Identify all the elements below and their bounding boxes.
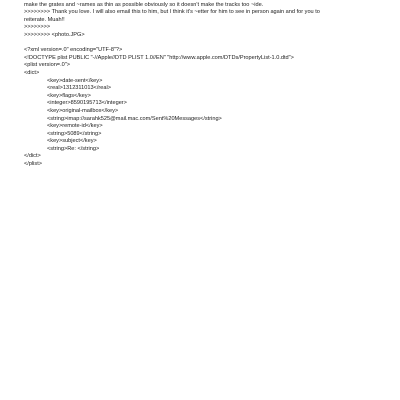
document-body bbox=[24, 0, 384, 169]
doctype-line: <!DOCTYPE plist PUBLIC "-//Apple//DTD PLIST 1.0//EN" "http://www.apple.com/DTDs/PropertyList-1.0.dtd"> bbox=[24, 54, 294, 61]
plist-entry: <integer>8590195713</integer> bbox=[47, 100, 127, 107]
spacer bbox=[24, 40, 384, 48]
quoted-line: >>>>>>>> Thank you love. I will also email this to him, but I think it's ~etter for him to see in person again and for you to bbox=[24, 9, 320, 16]
quoted-line: >>>>>>>> bbox=[24, 24, 51, 31]
plist-entry: <key>date-sent</key> bbox=[47, 77, 103, 84]
plist-entry: <string>Re: </string> bbox=[47, 145, 100, 152]
xml-declaration: <?xml version=.0" encoding="UTF-8"?> bbox=[24, 47, 123, 54]
dict-close-tag: </dict> bbox=[24, 153, 41, 160]
plist-entry: <real>1312311013</real> bbox=[47, 85, 111, 92]
quoted-line: reiterate. Muah!! bbox=[24, 16, 65, 23]
plist-entry: <key>subject</key> bbox=[47, 138, 97, 145]
plist-close-tag: </plist> bbox=[24, 161, 43, 168]
plist-entry: <key>flags</key> bbox=[47, 92, 91, 99]
photo-attachment-line: >>>>>>>> <photo.JPG> bbox=[24, 31, 85, 38]
plist-entry: <string>imap://sarahk525@mail.mac.com/Sent%20Messages</string> bbox=[47, 115, 222, 122]
quoted-line: make the grates and ~rames as thin as possible obviously so it doesn't make the tracks too ~ide. bbox=[24, 1, 264, 8]
plist-entry: <key>remote-id</key> bbox=[47, 123, 103, 130]
plist-entry: <string>5089</string> bbox=[47, 130, 102, 137]
plist-entry: <key>original-mailbox</key> bbox=[47, 107, 119, 114]
dict-open-tag: <dict> bbox=[24, 69, 40, 76]
plist-open-tag: <plist version=.0"> bbox=[24, 62, 70, 69]
